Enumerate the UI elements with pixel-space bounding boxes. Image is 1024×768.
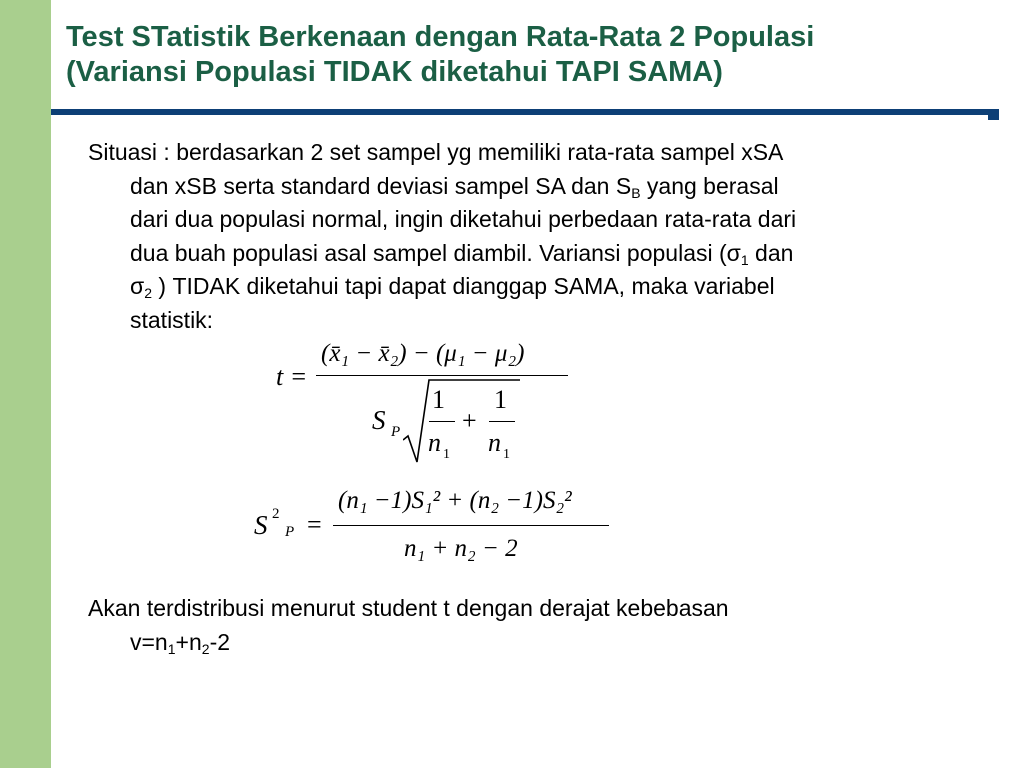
sp-lhs-sup: 2 <box>272 506 280 522</box>
sidebar-decoration <box>0 0 51 768</box>
t-one-b: 1 <box>494 385 507 414</box>
sp-lhs-sub: P <box>285 524 295 540</box>
conclusion-paragraph <box>88 592 968 659</box>
t-lhs: t = <box>276 362 308 391</box>
para2-line-2: $v=n_1+n_2-2$ <box>130 628 231 657</box>
title-line-1: Test STatistik Berkenaan dengan Rata-Rata 2 Populasi <box>66 21 815 53</box>
sp-fraction-bar <box>333 525 609 526</box>
para1-line-4: dua buah populasi asal sampel diambil. Variansi populasi ($\sigma_1$ dan <box>130 239 794 268</box>
t-n-a-sub: 1 <box>443 447 450 462</box>
title-divider <box>51 109 999 115</box>
t-numerator: (x̄₁ − x̄₂) − (μ₁ − μ₂) <box>321 340 525 367</box>
t-n-a: n <box>428 428 441 457</box>
t-n-b-sub: 1 <box>503 447 510 462</box>
t-inner-bar-a <box>429 421 455 422</box>
t-n-b: n <box>488 428 501 457</box>
para1-line-3: dari dua populasi normal, ingin diketahui perbedaan rata-rata dari <box>130 206 797 232</box>
situation-paragraph <box>88 136 968 337</box>
t-denominator-s-sub: P <box>391 424 401 440</box>
para2-line-1: Akan terdistribusi menurut student t dengan derajat kebebasan <box>88 595 729 621</box>
t-denominator-s: S <box>372 405 386 435</box>
sp-denominator: n₁ + n₂ − 2 <box>404 535 518 562</box>
sp-equals: = <box>307 510 322 539</box>
t-one-a: 1 <box>432 385 445 414</box>
title-line-2: (Variansi Populasi TIDAK diketahui TAPI SAMA) <box>66 56 723 88</box>
t-inner-bar-b <box>489 421 515 422</box>
slide-title <box>66 20 1006 90</box>
para1-line-1: Situasi : berdasarkan 2 set sampel yg memiliki rata-rata sampel xSA <box>88 139 784 165</box>
sp-lhs-s: S <box>254 510 268 540</box>
t-plus: + <box>462 406 477 435</box>
para1-line-2: dan xSB serta standard deviasi sampel SA dan $S_B$ yang berasal <box>130 172 779 201</box>
title-divider-tail <box>988 111 999 120</box>
para1-line-5: $\sigma_2$ ) TIDAK diketahui tapi dapat dianggap SAMA, maka variabel <box>130 273 775 301</box>
para1-line-6: statistik: <box>130 306 214 333</box>
t-fraction-bar <box>316 375 568 376</box>
sp-numerator: (n₁ −1)S₁² + (n₂ −1)S₂² <box>338 487 572 514</box>
